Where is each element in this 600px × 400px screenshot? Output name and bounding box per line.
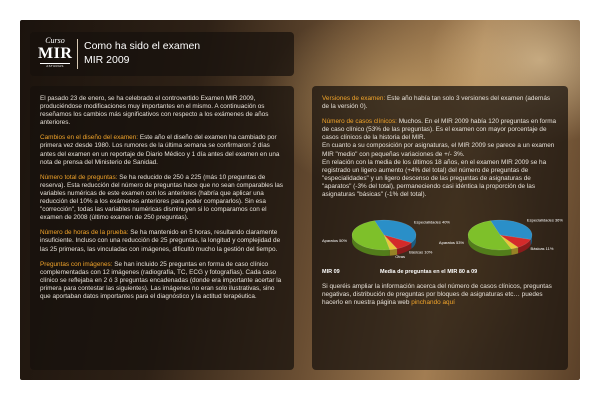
more-info-paragraph bbox=[322, 283, 558, 307]
pie-chart-mir-09 bbox=[321, 201, 450, 265]
clinical-cases-text: Muchos. En el MIR 2009 había 120 preguntas en forma de caso clínico (53% de las preguntas). Es el examen con mayor porcentaje de casos clínicos de la historia del MIR. bbox=[322, 118, 557, 142]
versions-text: Este año había tan solo 3 versiones del examen (además de la versión 0). bbox=[322, 95, 551, 111]
page-title-line-1: Como ha sido el examen bbox=[84, 40, 201, 52]
versions-heading: Versiones de examen: bbox=[322, 95, 386, 102]
pie-label-1: Básicas 10% bbox=[409, 249, 433, 255]
design-changes-heading: Cambios en el diseño del examen: bbox=[40, 134, 139, 142]
composition-paragraph: En cuanto a su composición por asignaturas, el MIR 2009 se parece a un examen MIR "medio" con pequeñas variaciones de +/- 3%. bbox=[322, 142, 555, 158]
pie-label-0: Especialidades 36% bbox=[526, 217, 563, 223]
image-questions-paragraph bbox=[40, 261, 284, 301]
exam-hours-heading: Número de horas de la prueba: bbox=[40, 229, 129, 237]
pie-label-3: Aparatos 50% bbox=[321, 238, 348, 244]
design-changes-text: Este año el diseño del examen ha cambiado por primera vez desde 1980. Los rumores de la última semana se confirmaron 2 días antes del examen en un reportaje de Diario Médico y 1 día antes del examen en una nota de prensa del Ministerio de Sanidad. bbox=[40, 134, 280, 166]
logo-curso-text: Curso bbox=[45, 36, 65, 45]
header-panel bbox=[30, 32, 294, 76]
chart-2-title: Media de preguntas en el MIR 80 a 09 bbox=[380, 269, 478, 276]
relation-paragraph: En relación con la media de los últimos 18 años, en el examen MIR 2009 se ha registrado un ligero aumento (+4% del total) del número de preguntas de "especialidades" y un ligero descenso de las preguntas de asignaturas de "aparatos" (-3% del total), permaneciendo casi idéntica la proporción de las asignaturas "básicas" (-1% del total). bbox=[322, 158, 547, 199]
exam-hours-text: Se ha mantenido en 5 horas, resultando claramente insuficiente. Incluso con una reducción de 25 preguntas, la longitud y complejidad de las 25 primeras, las vinculadas con imágenes, dificultó mucho la gestión del tiempo. bbox=[40, 229, 281, 253]
curso-mir-logo[interactable] bbox=[38, 37, 72, 71]
logo-tagline: ASTURIAS bbox=[40, 63, 70, 68]
pie-charts bbox=[321, 201, 563, 265]
left-article-panel bbox=[30, 86, 294, 370]
pie-label-1: Básicas 11% bbox=[530, 246, 554, 252]
logo-divider bbox=[77, 39, 78, 69]
versions-paragraph bbox=[322, 95, 558, 111]
more-info-text: Si queréis ampliar la información acerca del número de casos clínicos, preguntas negativas, distribución de preguntas por bloques de asignaturas etc… puedes hacerlo en nuestra página web bbox=[322, 283, 552, 307]
right-article-panel bbox=[312, 86, 568, 370]
pie-label-3: Aparatos 53% bbox=[438, 240, 465, 246]
image-questions-text: Se han incluido 25 preguntas en forma de caso clínico complementadas con 12 imágenes (radiografía, TC, ECG y fotografías). Cada caso clínico se reflejaba en 2 ó 3 preguntas encadenadas (donde era importante acertar la primera para contestar las siguientes). Las imágenes no eran solo ilustrativas, sino que aportaban datos importantes para el diagnóstico y la actitud terapéutica. bbox=[40, 260, 282, 300]
exam-hours-paragraph bbox=[40, 229, 284, 253]
content-stage bbox=[20, 20, 580, 380]
more-info-link[interactable]: pinchando aquí bbox=[411, 299, 455, 307]
pie-label-2: Otras bbox=[395, 254, 406, 260]
chart-1-title: MIR 09 bbox=[322, 269, 340, 276]
intro-paragraph: El pasado 23 de enero, se ha celebrado el controvertido Examen MIR 2009, produciéndose modificaciones muy importantes en el mismo. A continuación os reseñamos los cambios más significativos con respecto a los exámenes de años anteriores. bbox=[40, 95, 269, 127]
chart-captions bbox=[322, 269, 558, 277]
logo-mir-text: MIR bbox=[38, 45, 73, 62]
total-questions-heading: Número total de preguntas: bbox=[40, 173, 118, 181]
pie-chart-mir-80-09 bbox=[438, 201, 563, 265]
clinical-cases-heading: Número de casos clínicos: bbox=[322, 118, 397, 126]
total-questions-text: Se ha reducido de 250 a 225 (más 10 preguntas de reserva). Esta reducción del número de preguntas hace que no sean comparables las variables numéricas de este examen con los anteriores (habría que aplicar una reducción del 10% a los exámenes anteriores para poder compararlos). Sin esa "corrección", todas las variables numéricas disminuyen si lo comparamos con el examen de 2008 (último examen de 250 preguntas). bbox=[40, 173, 283, 222]
page-title-line-2: MIR 2009 bbox=[84, 54, 130, 66]
image-questions-heading: Preguntas con imágenes: bbox=[40, 260, 113, 268]
total-questions-paragraph bbox=[40, 174, 284, 223]
clinical-cases-paragraph bbox=[322, 118, 558, 142]
design-changes-paragraph bbox=[40, 134, 284, 166]
page-title bbox=[84, 39, 200, 67]
pie-label-0: Especialidades 40% bbox=[413, 219, 450, 225]
